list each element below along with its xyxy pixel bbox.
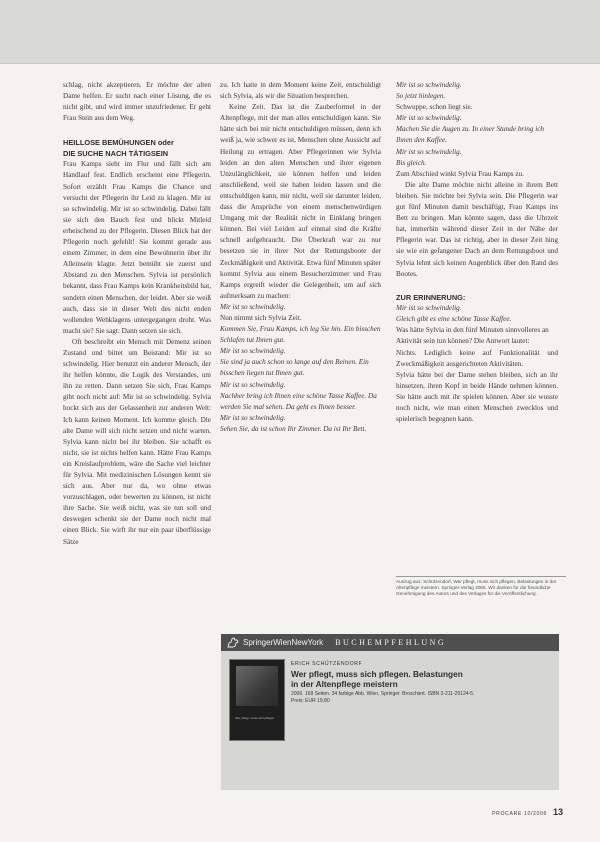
dialogue-line: Sehen Sie, da ist schon Ihr Zimmer. Da ist Ihr Bett. — [220, 424, 367, 433]
top-header-band — [0, 0, 600, 64]
springer-horse-icon — [227, 637, 239, 648]
book-recommendation-box — [221, 634, 559, 790]
column1-intro: schlag, nicht akzeptieren. Er möchte der alten Dame helfen. Er sucht nach einer Lösung, die es nicht gibt, und wird immer unzufriedener. Er geht Frau Stein aus dem Weg. — [63, 81, 211, 123]
dialogue-line: Sie sind ja auch schon so lange auf den Beinen. Ein bisschen liegen tut Ihnen gut. — [220, 358, 369, 378]
section-heading — [63, 138, 211, 159]
book-recommendation-label: BUCHEMPFEHLUNG — [335, 638, 447, 647]
cover-title: Wer pflegt, muss sich pflegen — [235, 716, 275, 720]
column3-paragraph: Sylvia hätte bei der Dame stehen bleiben, sich an ihr hinsetzen, ihren Kopf in beide Hände nehmen können. Sie hätte auch mit ihr spielen können. Aber sie wusste noch nicht, wie man einen Menschen zwecklos und spielerisch begegnen kann. — [396, 370, 558, 424]
dialogue-line: Bis gleich. — [396, 158, 427, 167]
book-cover — [229, 659, 285, 741]
column2-paragraph: Keine Zeit. Das ist die Zauberformel in der Altenpflege, mit der man alles entschuldigen kann. Sie hätte sich bei mir nicht entschuldigen müssen, denn ich weiß ja, wie schwer es ist, Menschen ohne Aussicht auf Heilung zu ertragen. Aber Pflegerinnen wie Sylvia leiden an den alten Menschen und ihrer eigenen Unzulänglichkeit, sie können helfen und leiden anschließend, weil sie haben leiden lassen und die entschuldigen kann, mir nicht, weil sie darunter leiden, dass die Ansprüche von einem menschenwürdigen Umgang mit der Realität nicht in Einklang bringen können. Bei viel Leiden auf einmal sind die Kräfte schnell aufgebraucht. Die Überkraft war zu nur besetzen sie in ihrer Not der Rettungsboote der Zeckmäßigkeit und Aktivität. Etwa fünf Minuten später kommt Sylvia aus einem Besucherzimmer und Frau Kamps ergreift wieder die Gelegenheit, um auf sich aufmerksam zu machen: — [220, 103, 381, 300]
book-author: ERICH SCHÜTZENDORF — [291, 661, 363, 667]
springer-logo — [227, 634, 323, 651]
magazine-issue: PROCARE 10/2006 — [492, 811, 547, 817]
book-title-line1: Wer pflegt, muss sich pflegen. Belastungen — [291, 669, 463, 679]
book-details — [291, 691, 553, 705]
article-column-2 — [220, 80, 381, 435]
book-details-line1: 2006. 168 Seiten. 34 farbige Abb. Wien, Springer. Broschiert. ISBN 3-211-29124-5. — [291, 691, 475, 697]
publisher-name: SpringerWienNewYork — [243, 638, 324, 647]
column1-paragraph: Frau Kamps sieht im Flur und fällt sich am Handlauf fest. Endlich erscheint eine Pflegerin. Sofort erzählt Frau Kamps die Chance und versucht der Pflegerin ihr Leid zu klagen. Mir ist so schwindelig. Mir ist so schwindelig. Dabei fällt sie sich den Bauch fest und blickt Mitleid erheischend zu der Pflegerin. Diesen Blick hat der Pflegerin noch gefehlt! Sie kommt gerade aus einem Zimmer, in dem eine Bewohnerin über ihr Alleinsein klagte. Jetzt bemüht sie zuerst und Abstand zu den Menschen. Sylvia ist persönlich bekannt, dass Frau Kamps kein Krankheitsbild hat, sondern einen Menschen, der leidet. Aber sie weiß auch, dass sie in dieser Welt des nicht enden wollenden Wehklagens untergegangen droht. Was macht sie? Sie sagt: Dann setzen sie sich. — [63, 160, 211, 335]
dialogue-line: Mir ist so schwindelig. — [396, 147, 462, 156]
section-heading-line1: HEILLOSE BEMÜHUNGEN oder — [63, 138, 174, 148]
section-heading-line2: DIE SUCHE NACH TÄTIGSEIN — [63, 148, 169, 158]
reminder-line: Was hätte Sylvia in den fünf Minuten sinnvolleres an Aktivität sein tun können? Die Antwort lautet: — [396, 326, 549, 346]
dialogue-line: Schwuppe, schon liegt sie. — [396, 103, 473, 112]
book-title-line2: in der Altenpflege meistern — [291, 679, 398, 689]
article-column-3 — [396, 80, 558, 425]
dialogue-line: Mir ist so schwindelig. — [220, 413, 286, 422]
column1-paragraph: Oft beschreibt ein Mensch mit Demenz seinen Zustand und bittet um Beistand: Mir ist so schwindelig. Hier benutzt ein anderer Mensch, der ihr helfen könnte, die Logik des Verstandes, um ihn zu retten. Dann setzen Sie sich, Frau Kamps gibt noch nicht auf: Mir ist so schwindelig. Sylvia hockt sich aus der Gelassenheit zur anderen Welt: Ich kann keinen Moment. Ich komme gleich. Die alte Dame will sich nicht setzen und nicht warten. Sylvia kann nicht bei ihr bleiben. Sie schafft es nicht, sie ist nichts helfen kann. Hätte Frau Kamps ein Kreislaufproblem, wäre die Sache viel leichter für Sylvia. Mit medizinischen Lösungen kennt sie sich aus. Aber nur da, wo ohne etwas vorzuschlagen, oder bewerten zu können, ist nicht ihre Sache. Sie weiß nicht, was sie tun soll und deswegen schenkt sie der Dame noch nicht mal einen Blick. Sie wirft ihr nur ein paar überflüssige Sätze — [63, 337, 211, 546]
book-box-header — [221, 634, 559, 651]
page-number: 13 — [552, 807, 563, 817]
dialogue-line: Zum Abschied winkt Sylvia Frau Kamps zu. — [396, 169, 524, 178]
dialogue-line: Mir ist so schwindelig. — [220, 302, 286, 311]
source-caption: Auszug aus: Schützendorf, Wer pflegt, muss sich pflegen. Belastungen in der Altenpflege meistern. Springer-Verlag 2006. Wir danken für die freundliche Genehmigung des Autors und des Verlages für die Veröffentlichung. — [396, 579, 557, 596]
book-info — [291, 660, 553, 705]
book-title — [291, 669, 553, 689]
reminder-line: Gleich gibt es eine schöne Tasse Kaffee. — [396, 315, 512, 324]
dialogue-line: Nachher bring ich Ihnen eine schöne Tasse Kaffee. Da werden Sie mal sehen. Da geht es Ihnen besser. — [220, 391, 377, 411]
dialogue-line: Machen Sie die Augen zu. In einer Stunde bring ich Ihnen den Kaffee. — [396, 125, 544, 145]
page-footer — [492, 807, 563, 817]
reminder-line: Mir ist so schwindelig. — [396, 304, 462, 313]
dialogue-line: Mir ist so schwindelig. — [396, 114, 462, 123]
dialogue-line: So jetzt hinlegen. — [396, 92, 446, 101]
dialogue-line: Mir ist so schwindelig. — [220, 380, 286, 389]
book-price: Preis: EUR 19,80 — [291, 698, 330, 704]
column2-paragraph: zu. Ich hatte in dem Moment keine Zeit, entschuldigt sich Sylvia, als wir die Situation besprechen. — [220, 81, 381, 101]
dialogue-line: Mir ist so schwindelig. — [220, 347, 286, 356]
article-column-1 — [63, 80, 211, 548]
column3-paragraph: Nichts. Lediglich keine auf Funktionalität und Zweckmäßigkeit ausgerichteten Aktivitäten. — [396, 348, 558, 368]
reminder-heading: ZUR ERINNERUNG: — [396, 292, 466, 302]
column3-paragraph: Die alte Dame möchte nicht alleine in ihrem Bett bleiben. Sie möchte bei Sylvia sein. Die Pflegerin war gut fünf Minuten damit beschäftigt, Frau Kamps ins Bett zu bringen. Man könnte sagen, dass die Uhrzeit hat, immerhin während dieser Zeit in der Nähe der Pflegerin war. Das ist richtig, aber in dieser Zeit hing sie wie ein gefangener Dach an dem Rettungsboot und Sylvia lehnt sich keinen Augenblick über den Rand des Bootes. — [396, 180, 558, 278]
dialogue-line: Nun nimmt sich Sylvia Zeit. — [220, 313, 302, 322]
dialogue-line: Mir ist so schwindelig. — [396, 81, 462, 89]
dialogue-line: Kommen Sie, Frau Kamps, ich leg Sie hin. Ein bisschen Schlafen tut Ihnen gut. — [220, 325, 381, 345]
cover-photo — [236, 666, 278, 706]
caption-divider — [396, 576, 566, 577]
